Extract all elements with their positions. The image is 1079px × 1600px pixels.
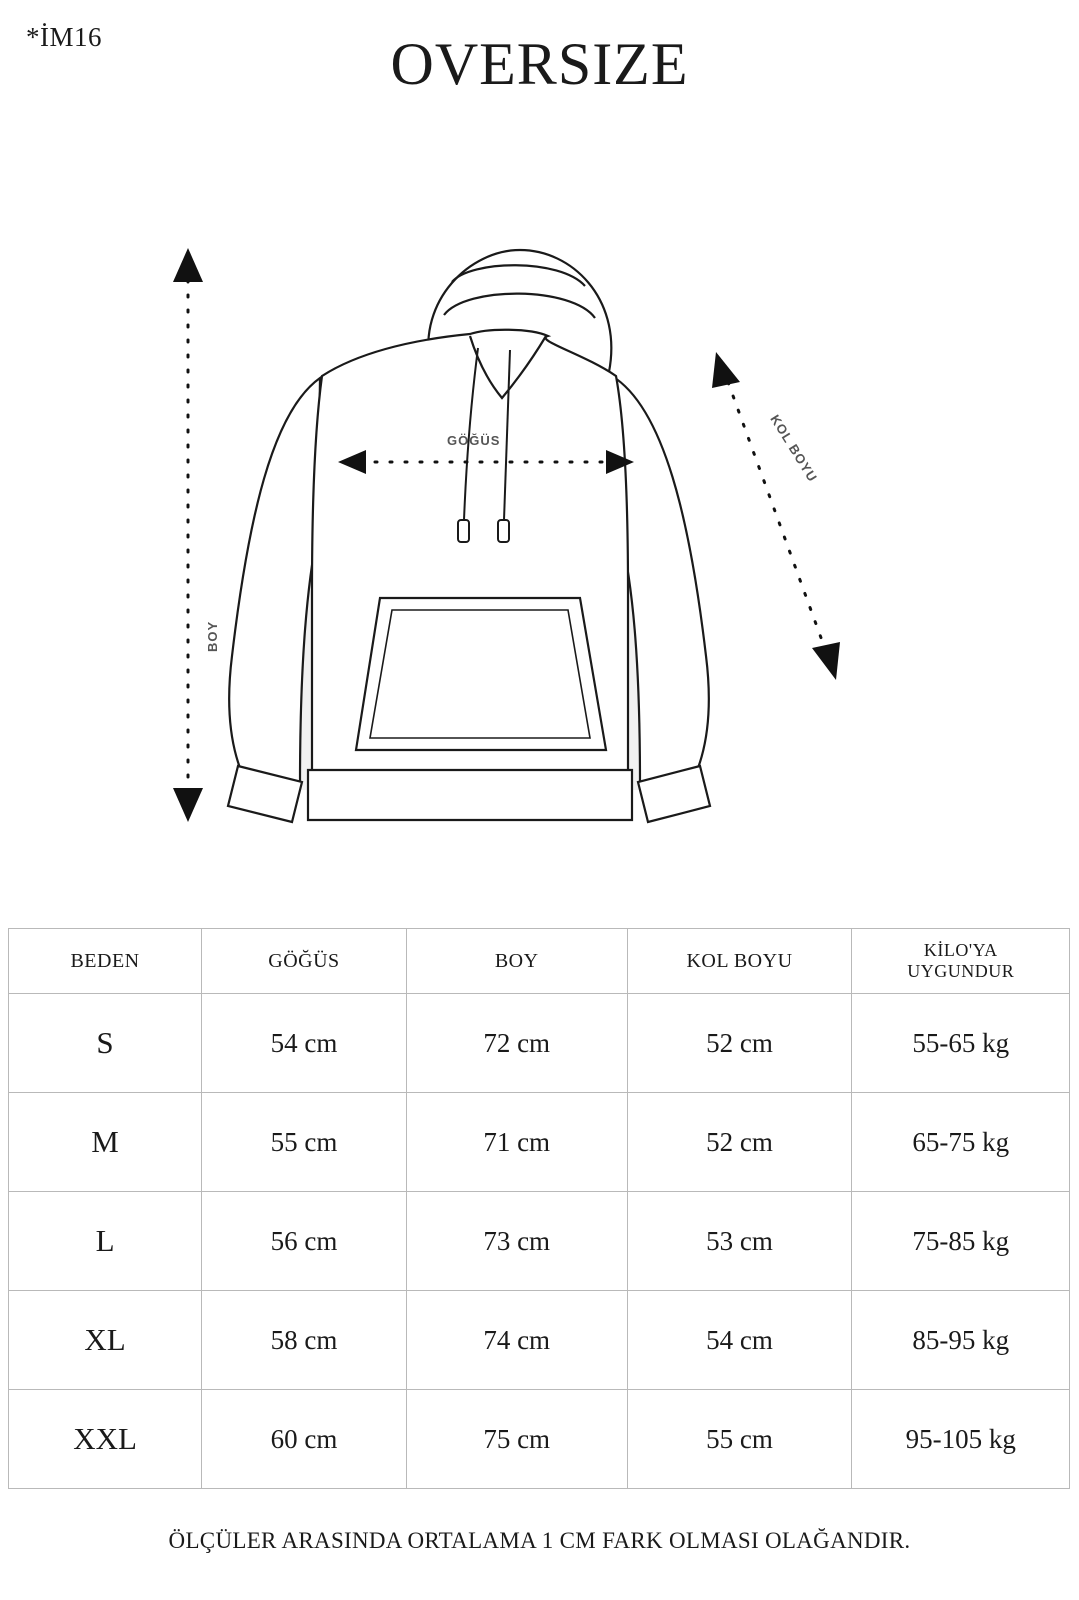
table-row bbox=[9, 1291, 1070, 1390]
cell-boy: 74 cm bbox=[406, 1291, 627, 1390]
cell-kol: 55 cm bbox=[627, 1390, 852, 1489]
cell-kol: 52 cm bbox=[627, 994, 852, 1093]
cell-gogus: 54 cm bbox=[202, 994, 407, 1093]
size-table-wrapper bbox=[8, 928, 1070, 1489]
header-boy: BOY bbox=[406, 929, 627, 994]
header-beden: BEDEN bbox=[9, 929, 202, 994]
length-measure-arrow bbox=[173, 248, 203, 822]
table-header-row bbox=[9, 929, 1070, 994]
sleeve-measure-arrow bbox=[712, 352, 840, 680]
cell-beden: S bbox=[9, 994, 202, 1093]
cell-kol: 54 cm bbox=[627, 1291, 852, 1390]
cell-beden: M bbox=[9, 1093, 202, 1192]
header-gogus: GÖĞÜS bbox=[202, 929, 407, 994]
cell-kilo: 75-85 kg bbox=[852, 1192, 1070, 1291]
product-code: *İM16 bbox=[26, 22, 102, 52]
size-table bbox=[8, 928, 1070, 1489]
cell-kilo: 55-65 kg bbox=[852, 994, 1070, 1093]
header-kilo-line2: UYGUNDUR bbox=[907, 961, 1015, 981]
footnote: ÖLÇÜLER ARASINDA ORTALAMA 1 CM FARK OLMASI OLAĞANDIR. bbox=[168, 1528, 911, 1553]
cell-gogus: 56 cm bbox=[202, 1192, 407, 1291]
cell-boy: 73 cm bbox=[406, 1192, 627, 1291]
table-row bbox=[9, 1093, 1070, 1192]
cell-kol: 53 cm bbox=[627, 1192, 852, 1291]
cell-beden: XXL bbox=[9, 1390, 202, 1489]
cell-kilo: 65-75 kg bbox=[852, 1093, 1070, 1192]
cell-boy: 71 cm bbox=[406, 1093, 627, 1192]
cell-kilo: 95-105 kg bbox=[852, 1390, 1070, 1489]
cell-beden: XL bbox=[9, 1291, 202, 1390]
header-kilo-line1: KİLO'YA bbox=[923, 940, 998, 961]
table-row bbox=[9, 1390, 1070, 1489]
cell-boy: 72 cm bbox=[406, 994, 627, 1093]
hoodie-diagram bbox=[0, 190, 1079, 890]
header-kilo bbox=[852, 929, 1070, 994]
cell-gogus: 60 cm bbox=[202, 1390, 407, 1489]
table-row bbox=[9, 994, 1070, 1093]
page-title: OVERSIZE bbox=[390, 31, 689, 97]
table-row bbox=[9, 1192, 1070, 1291]
length-label: BOY bbox=[205, 620, 220, 652]
cell-boy: 75 cm bbox=[406, 1390, 627, 1489]
cell-beden: L bbox=[9, 1192, 202, 1291]
cell-kilo: 85-95 kg bbox=[852, 1291, 1070, 1390]
cell-gogus: 58 cm bbox=[202, 1291, 407, 1390]
cell-kol: 52 cm bbox=[627, 1093, 852, 1192]
header-kol-boyu: KOL BOYU bbox=[627, 929, 852, 994]
sleeve-label: KOL BOYU bbox=[767, 412, 821, 485]
cell-gogus: 55 cm bbox=[202, 1093, 407, 1192]
chest-label: GÖĞÜS bbox=[447, 433, 501, 448]
